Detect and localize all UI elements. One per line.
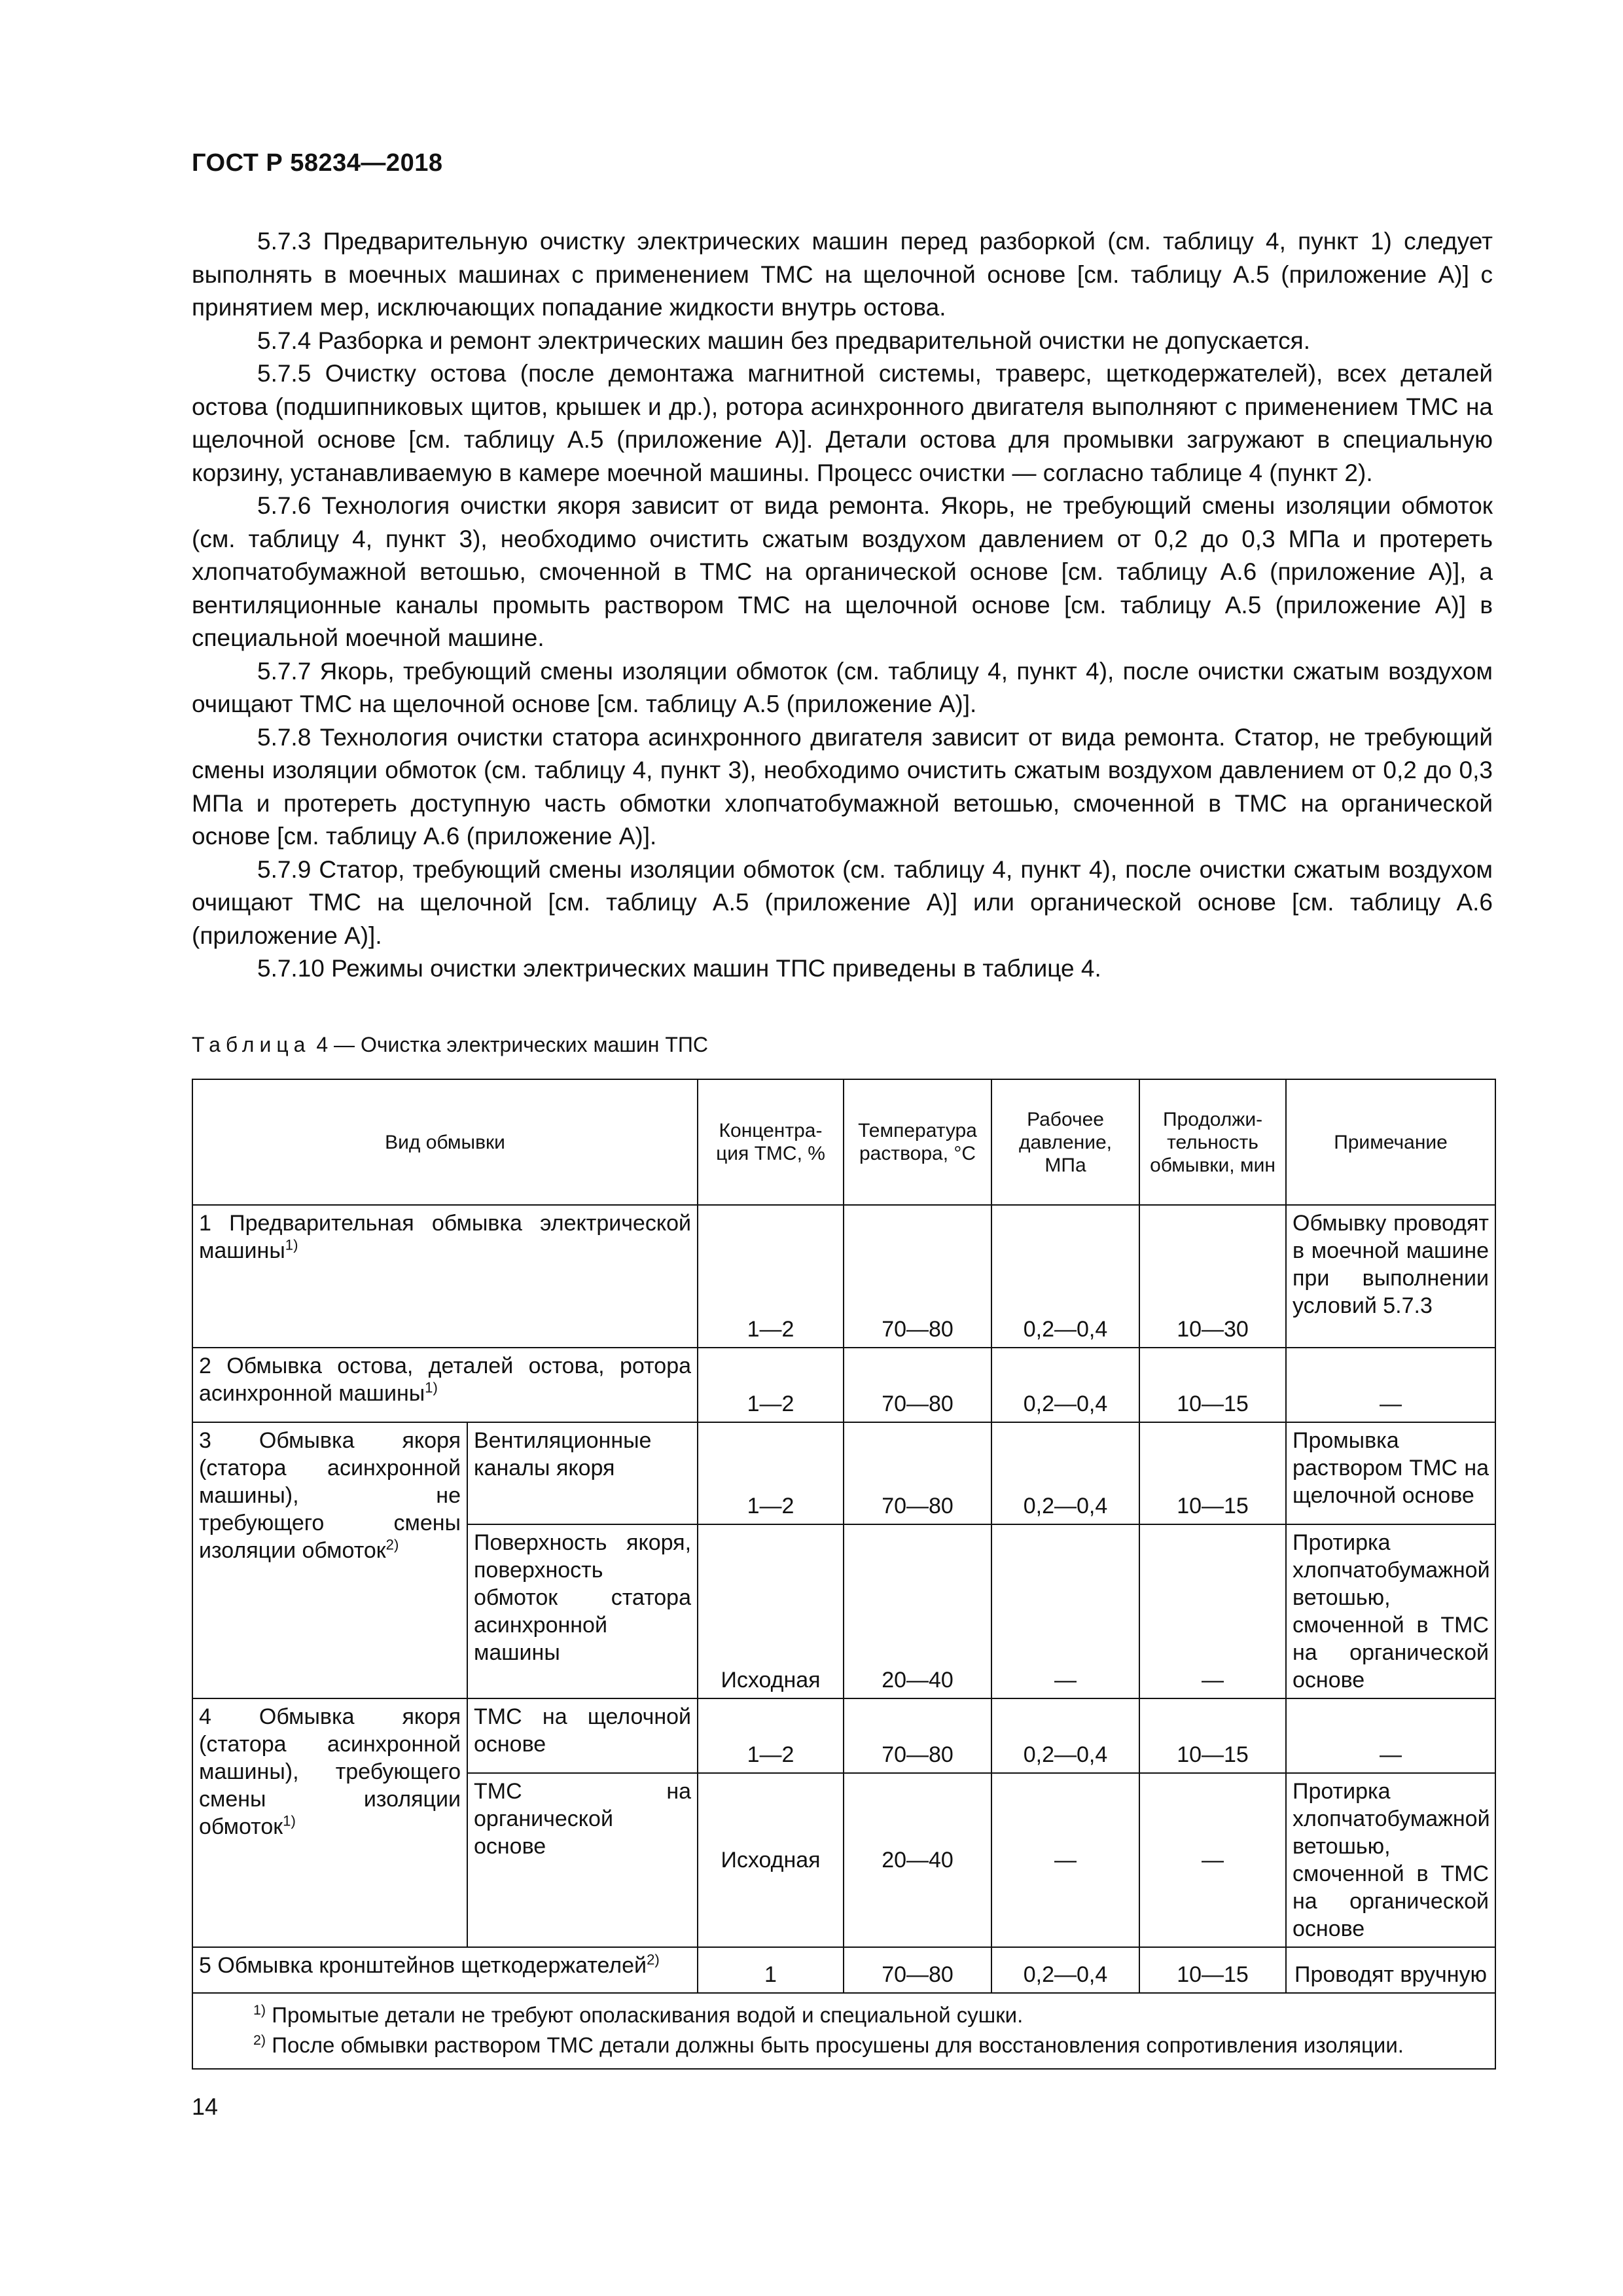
table-footnotes-row <box>192 1993 1495 2069</box>
table-footnotes <box>192 1993 1495 2069</box>
row2-pressure: 0,2—0,4 <box>991 1348 1139 1422</box>
paragraph-5-7-8: 5.7.8 Технология очистки статора асинхронного двигателя зависит от вида ремонта. Статор, не требующий смены изоляции обмоток (см. таблицу 4, пункт 3), необходимо очистить сжатым воздухом давлением от 0,2 до 0,3 МПа и протереть доступную часть обмотки хлопчатобумажной ветошью, смоченной в ТМС на органической основе [см. таблицу А.6 (приложение А)]. <box>192 723 1493 850</box>
paragraph-5-7-6: 5.7.6 Технология очистки якоря зависит от вида ремонта. Якорь, не требующий смены изоляции обмоток (см. таблицу 4, пункт 3), необходимо очистить сжатым воздухом давлением от 0,2 до 0,3 МПа и протереть хлопчатобумажной ветошью, смоченной в ТМС на органической основе [см. таблицу А.6 (приложение А)], а вентиляционные каналы промыть раствором ТМС на щелочной основе [см. таблицу А.5 (приложение А)] в специальной моечной машине. <box>192 492 1493 651</box>
header-note: Примечание <box>1286 1079 1495 1205</box>
row2-note: — <box>1286 1348 1495 1422</box>
table-row <box>192 1422 1495 1524</box>
header-duration: Продолжи-тельность обмывки, мин <box>1139 1079 1286 1205</box>
table-row <box>192 1348 1495 1422</box>
table-caption-text: 4 — Очистка электрических машин ТПС <box>316 1033 708 1056</box>
table-header-row <box>192 1079 1495 1205</box>
paragraph-5-7-9: 5.7.9 Статор, требующий смены изоляции обмоток (см. таблицу 4, пункт 4), после очистки сжатым воздухом очищают ТМС на щелочной [см. таблицу А.5 (приложение А)] или органической основе [см. таблицу А.6 (приложение А)]. <box>192 855 1493 949</box>
row4b-concentration: Исходная <box>698 1773 844 1947</box>
row4a-duration: 10—15 <box>1139 1698 1286 1773</box>
row5-kind: 5 Обмывка кронштейнов щеткодержателей$^{2)}$ <box>192 1947 698 1993</box>
row4b-pressure: — <box>991 1773 1139 1947</box>
footnote-1: $^{1)}$ Промытые детали не требуют ополаскивания водой и специальной сушки. <box>253 2002 1024 2027</box>
row5-duration: 10—15 <box>1139 1947 1286 1993</box>
row2-temperature: 70—80 <box>844 1348 991 1422</box>
row4a-subkind: ТМС на щелочной основе <box>467 1698 698 1773</box>
row2-kind: 2 Обмывка остова, деталей остова, ротора асинхронной машины$^{1)}$ <box>192 1348 698 1422</box>
header-pressure: Рабочее давление, МПа <box>991 1079 1139 1205</box>
paragraph-5-7-3: 5.7.3 Предварительную очистку электрических машин перед разборкой (см. таблицу 4, пункт 1) следует выполнять в моечных машинах с применением ТМС на щелочной основе [см. таблицу А.5 (приложение А)] с принятием мер, исключающих попадание жидкости внутрь остова. <box>192 228 1493 321</box>
document-header: ГОСТ Р 58234—2018 <box>192 149 443 177</box>
table-row <box>192 1947 1495 1993</box>
row3b-temperature: 20—40 <box>844 1524 991 1698</box>
table-caption <box>192 1033 708 1057</box>
row5-temperature: 70—80 <box>844 1947 991 1993</box>
table-row <box>192 1205 1495 1348</box>
row3b-subkind: Поверхность якоря, поверхность обмоток статора асинхронной машины <box>467 1524 698 1698</box>
paragraph-5-7-10: 5.7.10 Режимы очистки электрических машин ТПС приведены в таблице 4. <box>257 955 1101 982</box>
row4a-temperature: 70—80 <box>844 1698 991 1773</box>
row4b-subkind: ТМС на органической основе <box>467 1773 698 1947</box>
body-text <box>192 225 1493 986</box>
row3a-duration: 10—15 <box>1139 1422 1286 1524</box>
row1-pressure: 0,2—0,4 <box>991 1205 1139 1348</box>
row1-note: Обмывку проводят в моечной машине при выполнении условий 5.7.3 <box>1286 1205 1495 1348</box>
row5-pressure: 0,2—0,4 <box>991 1947 1139 1993</box>
row1-temperature: 70—80 <box>844 1205 991 1348</box>
row4b-note: Протирка хлопчатобумажной ветошью, смоченной в ТМС на органической основе <box>1286 1773 1495 1947</box>
row3a-subkind: Вентиляционные каналы якоря <box>467 1422 698 1524</box>
paragraph-5-7-7: 5.7.7 Якорь, требующий смены изоляции обмоток (см. таблицу 4, пункт 4), после очистки сжатым воздухом очищают ТМС на щелочной основе [см. таблицу А.5 (приложение А)]. <box>192 657 1493 717</box>
row3a-temperature: 70—80 <box>844 1422 991 1524</box>
table-row <box>192 1698 1495 1773</box>
paragraph-5-7-5: 5.7.5 Очистку остова (после демонтажа магнитной системы, траверс, щеткодержателей), всех деталей остова (подшипниковых щитов, крышек и др.), ротора асинхронного двигателя выполняют с применением ТМС на щелочной основе [см. таблицу А.5 (приложение А)]. Детали остова для промывки загружают в специальную корзину, устанавливаемую в камере моечной машины. Процесс очистки — согласно таблице 4 (пункт 2). <box>192 360 1493 486</box>
header-concentration: Концентра-ция ТМС, % <box>698 1079 844 1205</box>
header-temperature: Температура раствора, °С <box>844 1079 991 1205</box>
row4b-duration: — <box>1139 1773 1286 1947</box>
row3a-concentration: 1—2 <box>698 1422 844 1524</box>
row1-concentration: 1—2 <box>698 1205 844 1348</box>
row3b-duration: — <box>1139 1524 1286 1698</box>
header-kind: Вид обмывки <box>192 1079 698 1205</box>
row4a-pressure: 0,2—0,4 <box>991 1698 1139 1773</box>
page-number: 14 <box>192 2093 219 2120</box>
row1-kind: 1 Предварительная обмывка электрической машины$^{1)}$ <box>192 1205 698 1348</box>
row5-concentration: 1 <box>698 1947 844 1993</box>
row2-concentration: 1—2 <box>698 1348 844 1422</box>
row5-note: Проводят вручную <box>1286 1947 1495 1993</box>
paragraph-5-7-4: 5.7.4 Разборка и ремонт электрических машин без предварительной очистки не допускается. <box>257 327 1310 354</box>
row3b-concentration: Исходная <box>698 1524 844 1698</box>
row4a-note: — <box>1286 1698 1495 1773</box>
row3-kind: 3 Обмывка якоря (статора асинхронной машины), не требующего смены изоляции обмоток$^{2)}$ <box>192 1422 467 1698</box>
row3b-pressure: — <box>991 1524 1139 1698</box>
row3a-note: Промывка раствором ТМС на щелочной основе <box>1286 1422 1495 1524</box>
row2-duration: 10—15 <box>1139 1348 1286 1422</box>
footnote-2: $^{2)}$ После обмывки раствором ТМС детали должны быть просушены для восстановления сопротивления изоляции. <box>253 2032 1404 2057</box>
row3b-note: Протирка хлопчатобумажной ветошью, смоченной в ТМС на органической основе <box>1286 1524 1495 1698</box>
table-caption-label: Таблица <box>192 1033 311 1056</box>
row4b-temperature: 20—40 <box>844 1773 991 1947</box>
row1-duration: 10—30 <box>1139 1205 1286 1348</box>
row4a-concentration: 1—2 <box>698 1698 844 1773</box>
row4-kind: 4 Обмывка якоря (статора асинхронной машины), требующего смены изоляции обмоток$^{1)}$ <box>192 1698 467 1947</box>
row3a-pressure: 0,2—0,4 <box>991 1422 1139 1524</box>
cleaning-table <box>192 1079 1496 2070</box>
